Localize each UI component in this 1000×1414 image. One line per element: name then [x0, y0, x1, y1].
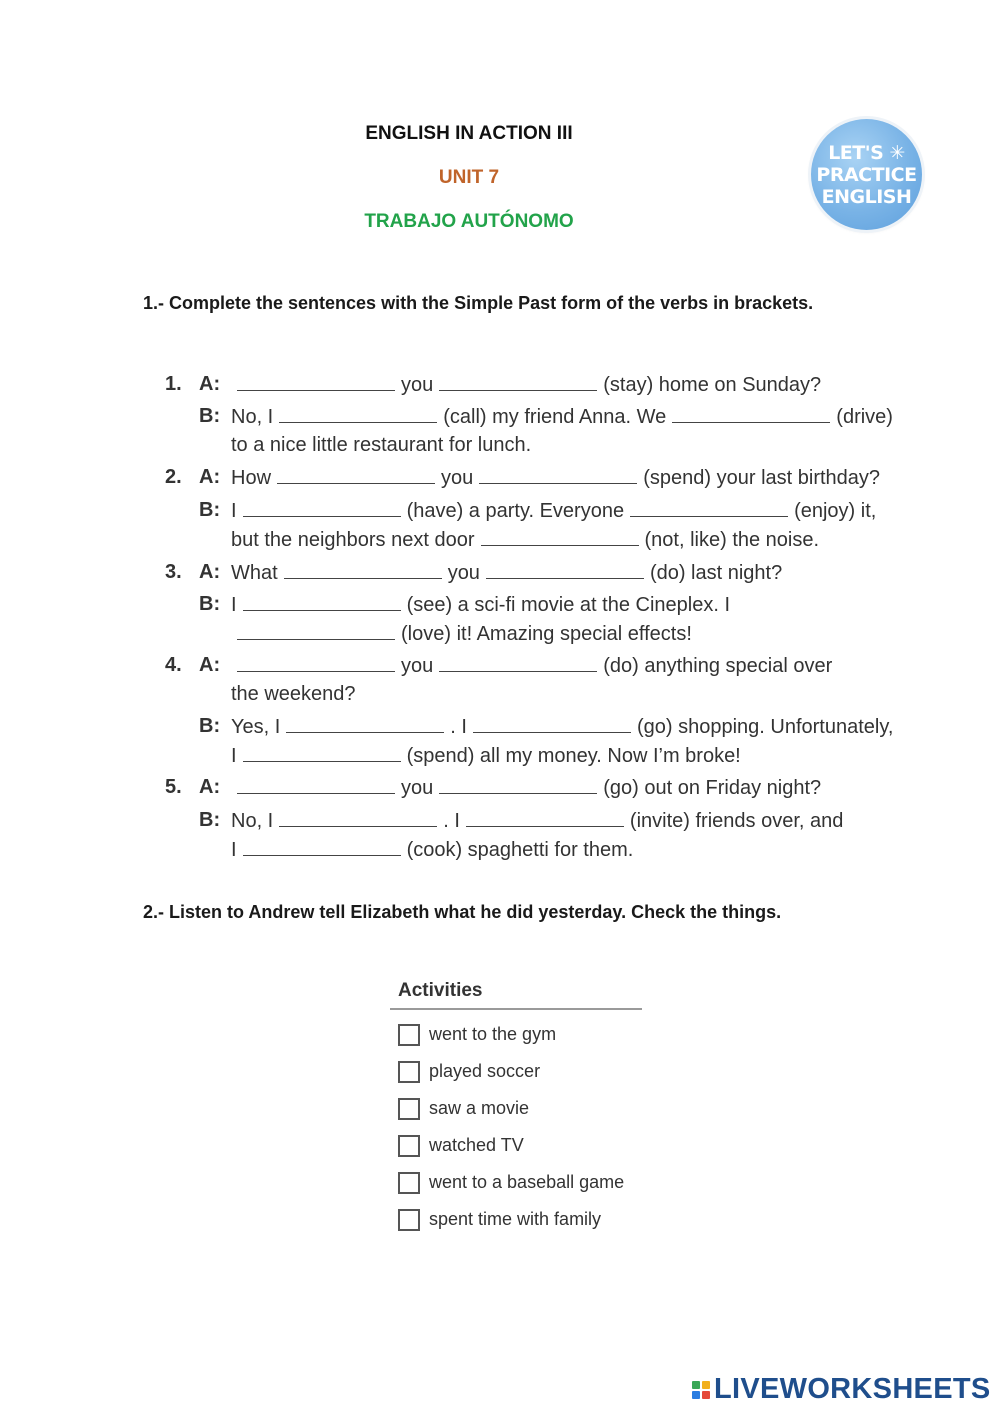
answer-blank[interactable]: [237, 773, 395, 794]
sentence-text: (do) anything special over: [603, 655, 833, 677]
sentence-line: [231, 651, 832, 680]
answer-blank[interactable]: [277, 463, 435, 484]
logo-line: LET'S ✳: [828, 141, 905, 164]
answer-blank[interactable]: [466, 806, 624, 827]
sentence-text: you: [447, 562, 480, 584]
item-number: 4.: [165, 654, 182, 676]
sentence-text: (go) shopping. Unfortunately,: [636, 716, 894, 738]
lets-practice-english-logo: [811, 119, 922, 230]
sentence-text: . I: [450, 716, 467, 738]
speaker-label: B:: [199, 715, 221, 737]
activity-item: [390, 1016, 642, 1053]
answer-blank[interactable]: [479, 463, 637, 484]
activities-header: Activities: [390, 980, 642, 1010]
answer-blank[interactable]: [243, 835, 401, 856]
activity-label: went to the gym: [429, 1024, 557, 1044]
speaker-label: A:: [199, 654, 221, 676]
sentence-text: I: [231, 500, 237, 522]
sentence-line: [231, 558, 782, 587]
unit-label: UNIT 7: [438, 167, 500, 188]
answer-blank[interactable]: [243, 741, 401, 762]
sentence-text: (have) a party. Everyone: [406, 500, 625, 522]
activity-label: watched TV: [429, 1135, 524, 1155]
logo-line: ENGLISH: [821, 185, 912, 208]
logo-line: PRACTICE: [816, 163, 917, 186]
sentence-line: [231, 741, 741, 770]
answer-blank[interactable]: [439, 773, 597, 794]
exercise1-instruction: 1.- Complete the sentences with the Simple Past form of the verbs in brackets.: [143, 293, 814, 313]
liveworksheets-brand: LIVEWORKSHEETS: [714, 1373, 991, 1405]
sentence-text: to a nice little restaurant for lunch.: [231, 434, 532, 456]
sentence-line: [231, 680, 356, 708]
answer-blank[interactable]: [473, 712, 631, 733]
answer-blank[interactable]: [237, 619, 395, 640]
item-number: 3.: [165, 561, 182, 583]
logo-square: [692, 1381, 700, 1389]
sentence-text: but the neighbors next door: [231, 529, 475, 551]
sentence-text: (call) my friend Anna. We: [443, 406, 667, 428]
speaker-label: A:: [199, 373, 221, 395]
answer-blank[interactable]: [630, 496, 788, 517]
sentence-line: [231, 370, 821, 399]
activity-item: [390, 1201, 642, 1238]
sentence-text: I: [231, 745, 237, 767]
logo-square: [702, 1381, 710, 1389]
answer-blank[interactable]: [672, 402, 830, 423]
activity-checkbox[interactable]: [398, 1209, 420, 1231]
sentence-text: you: [441, 467, 474, 489]
sentence-text: (love) it! Amazing special effects!: [401, 623, 692, 645]
sentence-text: (drive): [836, 406, 893, 428]
item-number: 2.: [165, 466, 182, 488]
sentence-text: (spend) your last birthday?: [643, 467, 881, 489]
speaker-label: A:: [199, 466, 221, 488]
answer-blank[interactable]: [284, 558, 442, 579]
activity-item: [390, 1127, 642, 1164]
sentence-line: [231, 590, 730, 619]
answer-blank[interactable]: [237, 370, 395, 391]
sentence-text: I: [231, 594, 237, 616]
activity-checkbox[interactable]: [398, 1135, 420, 1157]
sentence-text: What: [231, 562, 278, 584]
sentence-line: [231, 712, 893, 741]
activity-label: played soccer: [429, 1061, 541, 1081]
activities-checklist: [390, 980, 642, 1238]
sentence-text: (invite) friends over, and: [629, 810, 844, 832]
sentence-line: [231, 496, 876, 525]
speaker-label: B:: [199, 499, 221, 521]
sentence-text: No, I: [231, 810, 274, 832]
sentence-line: [231, 806, 843, 835]
sentence-text: (cook) spaghetti for them.: [406, 839, 634, 861]
sentence-text: (do) last night?: [649, 562, 783, 584]
sentence-text: (not, like) the noise.: [644, 529, 820, 551]
sentence-text: you: [401, 777, 434, 799]
logo-square: [692, 1391, 700, 1399]
activity-checkbox[interactable]: [398, 1172, 420, 1194]
sentence-text: (see) a sci-fi movie at the Cineplex. I: [406, 594, 731, 616]
answer-blank[interactable]: [481, 525, 639, 546]
sentence-text: you: [401, 374, 434, 396]
logo-square: [702, 1391, 710, 1399]
sentence-line: [231, 463, 880, 492]
speaker-label: B:: [199, 809, 221, 831]
answer-blank[interactable]: [439, 370, 597, 391]
speaker-label: B:: [199, 405, 221, 427]
sentence-text: you: [401, 655, 434, 677]
activity-label: went to a baseball game: [429, 1172, 625, 1192]
answer-blank[interactable]: [286, 712, 444, 733]
speaker-label: B:: [199, 593, 221, 615]
answer-blank[interactable]: [243, 496, 401, 517]
item-number: 5.: [165, 776, 182, 798]
activity-item: [390, 1164, 642, 1201]
activity-checkbox[interactable]: [398, 1061, 420, 1083]
activity-label: spent time with family: [429, 1209, 602, 1229]
activity-item: [390, 1053, 642, 1090]
activity-checkbox[interactable]: [398, 1098, 420, 1120]
item-number: 1.: [165, 373, 182, 395]
liveworksheets-logo-icon: [692, 1381, 710, 1399]
sentence-line: [231, 835, 633, 864]
answer-blank[interactable]: [279, 402, 437, 423]
sentence-text: the weekend?: [231, 683, 356, 705]
sentence-text: (enjoy) it,: [794, 500, 877, 522]
sentence-line: [231, 773, 821, 802]
sentence-line: [231, 402, 893, 431]
sentence-text: How: [231, 467, 272, 489]
sentence-line: [231, 431, 531, 459]
speaker-label: A:: [199, 776, 221, 798]
activities-list: [390, 1016, 642, 1238]
sentence-text: (stay) home on Sunday?: [603, 374, 822, 396]
speaker-label: A:: [199, 561, 221, 583]
activity-label: saw a movie: [429, 1098, 530, 1118]
worksheet-title: ENGLISH IN ACTION III: [365, 123, 573, 144]
sentence-text: Yes, I: [231, 716, 281, 738]
answer-blank[interactable]: [439, 651, 597, 672]
sentence-text: I: [231, 839, 237, 861]
sentence-line: [231, 525, 819, 554]
sentence-text: . I: [443, 810, 460, 832]
answer-blank[interactable]: [237, 651, 395, 672]
sentence-text: (spend) all my money. Now I’m broke!: [406, 745, 741, 767]
answer-blank[interactable]: [279, 806, 437, 827]
sentence-text: No, I: [231, 406, 274, 428]
answer-blank[interactable]: [243, 590, 401, 611]
worksheet-subtitle: TRABAJO AUTÓNOMO: [364, 211, 574, 232]
liveworksheets-footer: [692, 1373, 991, 1406]
activity-item: [390, 1090, 642, 1127]
activity-checkbox[interactable]: [398, 1024, 420, 1046]
sentence-text: (go) out on Friday night?: [603, 777, 822, 799]
answer-blank[interactable]: [486, 558, 644, 579]
sentence-line: [231, 619, 692, 648]
exercise2-instruction: 2.- Listen to Andrew tell Elizabeth what he did yesterday. Check the things.: [143, 902, 782, 922]
